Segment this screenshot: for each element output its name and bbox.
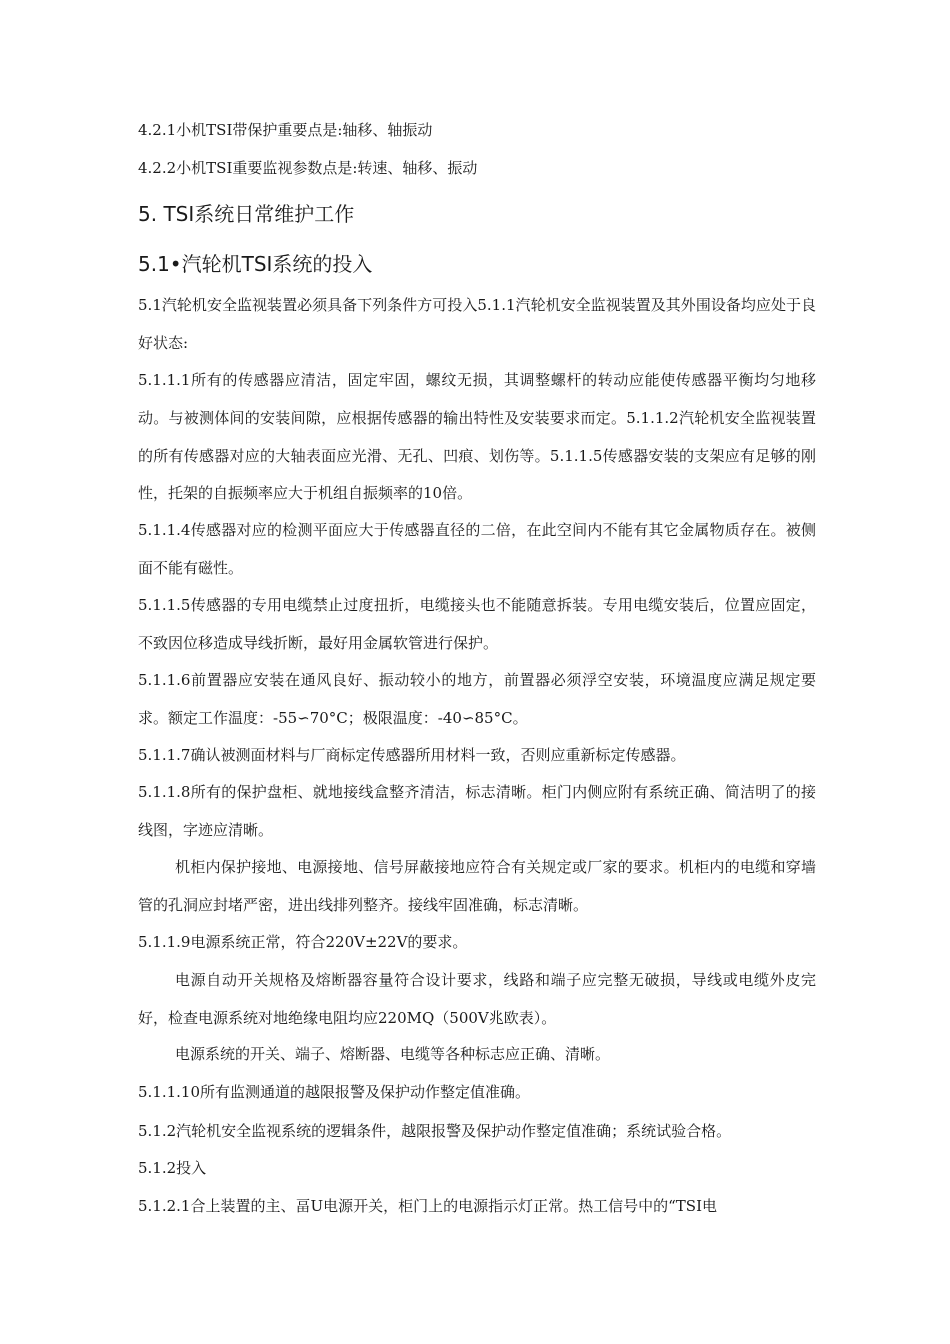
paragraph-5-1: 5.1汽轮机安全监视装置必须具备下列条件方可投入5.1.1汽轮机安全监视装置及其外围设备均应处于良好状态: xyxy=(138,296,816,352)
paragraph-5-1-1-10: 5.1.1.10所有监测通道的越限报警及保护动作整定值准确。 xyxy=(138,1083,531,1101)
paragraph-5-1-2-1: 5.1.2.1合上装置的主、畐U电源开关，柜门上的电源指示灯正常。热工信号中的“TSI电 xyxy=(138,1197,717,1215)
paragraph-5-1-2-enable: 5.1.2投入 xyxy=(138,1159,207,1177)
paragraph-power-switch: 电源自动开关规格及熔断器容量符合设计要求，线路和端子应完整无破损，导线或电缆外皮完好，检查电源系统对地绝缘电阻均应220MQ（500V兆欧表）。 xyxy=(138,971,816,1027)
paragraph-5-1-1-9: 5.1.1.9电源系统正常，符合220V±22V的要求。 xyxy=(138,933,468,951)
paragraph-5-1-1-4: 5.1.1.4传感器对应的检测平面应大于传感器直径的二倍，在此空间内不能有其它金属物质存在。被侧面不能有磁性。 xyxy=(138,521,816,577)
paragraph-5-1-1-1: 5.1.1.1所有的传感器应清洁，固定牢固，螺纹无损，其调整螺杆的转动应能使传感器平衡均匀地移动。与被测体间的安装间隙，应根据传感器的输出特性及安装要求而定。5.1.1.2汽轮机安全监视装置的所有传感器对应的大轴表面应光滑、无孔、凹痕、划伤等。5.1.1.5传感器安装的支架应有足够的刚性，托架的自振频率应大于机组自振频率的10倍。 xyxy=(138,371,816,503)
section-heading-5-1: 5.1•汽轮机TSI系统的投入 xyxy=(138,252,373,276)
paragraph-cabinet-grounding: 机柜内保护接地、电源接地、信号屏蔽接地应符合有关规定或厂家的要求。机柜内的电缆和穿墙管的孔洞应封堵严密，进出线排列整齐。接线牢固准确，标志清晰。 xyxy=(138,858,816,914)
paragraph-5-1-1-6: 5.1.1.6前置器应安装在通风良好、振动较小的地方，前置器必须浮空安装，环境温度应满足规定要求。额定工作温度：-55∽70°C；极限温度：-40∽85°C。 xyxy=(138,671,816,727)
paragraph-5-1-1-7: 5.1.1.7确认被测面材料与厂商标定传感器所用材料一致，否则应重新标定传感器。 xyxy=(138,746,686,764)
paragraph-5-1-1-5: 5.1.1.5传感器的专用电缆禁止过度扭折，电缆接头也不能随意拆装。专用电缆安装后，位置应固定，不致因位移造成导线折断，最好用金属软管进行保护。 xyxy=(138,596,816,652)
paragraph-4-2-1: 4.2.1小机TSI带保护重要点是:轴移、轴振动 xyxy=(138,121,433,139)
section-heading-5: 5. TSI系统日常维护工作 xyxy=(138,202,355,226)
paragraph-5-1-1-8: 5.1.1.8所有的保护盘柜、就地接线盒整齐清洁，标志清晰。柜门内侧应附有系统正确、简洁明了的接线图，字迹应清晰。 xyxy=(138,783,816,839)
paragraph-5-1-2-logic: 5.1.2汽轮机安全监视系统的逻辑条件，越限报警及保护动作整定值准确；系统试验合格。 xyxy=(138,1122,732,1140)
paragraph-4-2-2: 4.2.2小机TSI重要监视参数点是:转速、轴移、振动 xyxy=(138,159,478,177)
paragraph-power-marks: 电源系统的开关、端子、熔断器、电缆等各种标志应正确、清晰。 xyxy=(175,1045,611,1063)
